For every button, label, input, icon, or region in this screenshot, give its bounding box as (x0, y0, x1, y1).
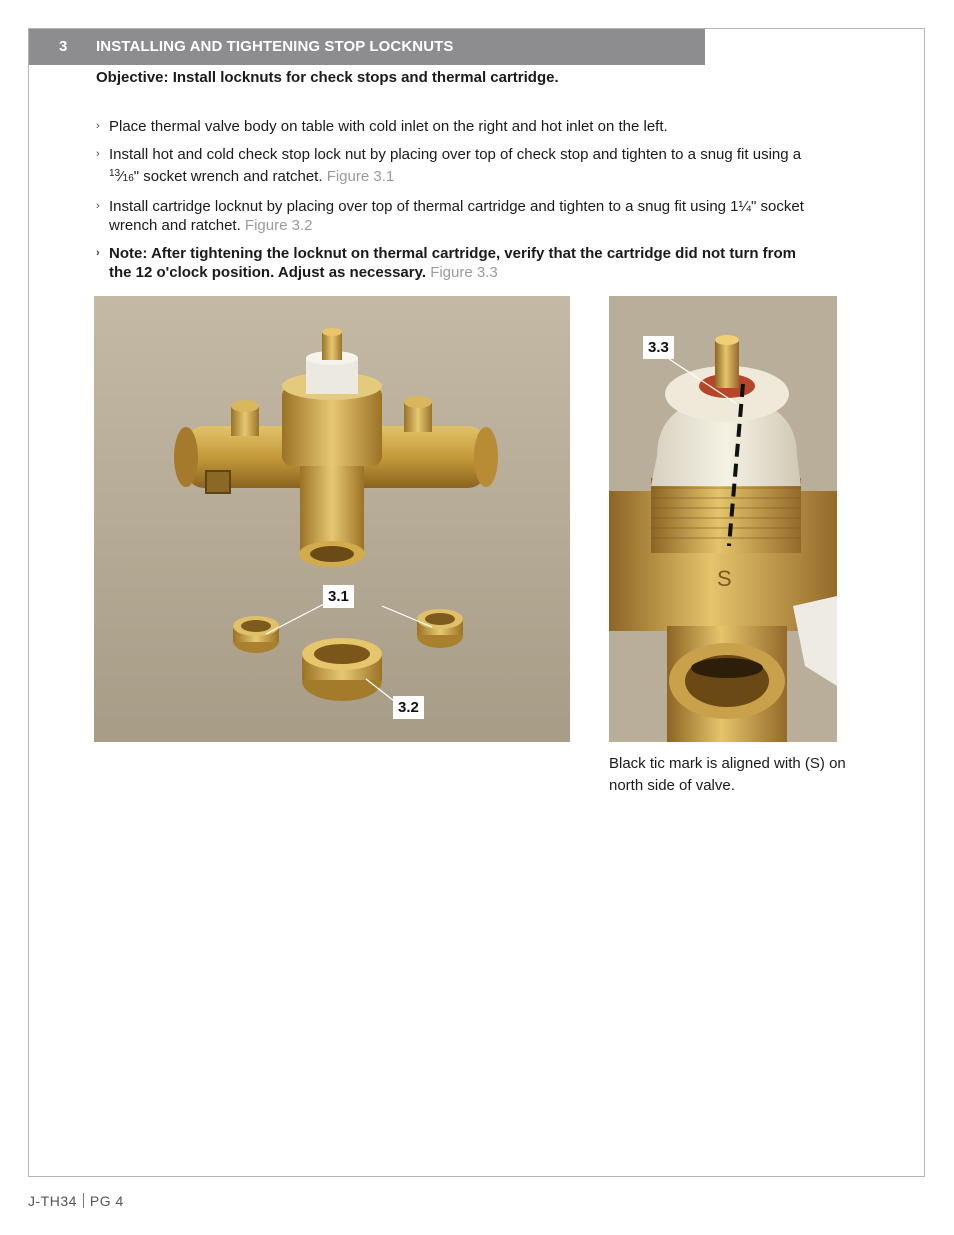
figure-ref: Figure 3.2 (244, 217, 313, 234)
cartridge-alignment-illustration (609, 296, 837, 742)
section-number: 3 (59, 38, 68, 55)
bullet-icon: › (96, 200, 100, 212)
step-note-text: Note: After tightening the locknut on thermal cartridge, verify that the cartridge did not turn from the 12 o'clock position. Adjust as necessary. (109, 245, 796, 281)
step-text-after: " socket wrench and ratchet. (133, 168, 327, 185)
bullet-icon: › (96, 148, 100, 160)
step-item (92, 145, 807, 188)
page-footer (28, 1193, 124, 1209)
section-title: INSTALLING AND TIGHTENING STOP LOCKNUTS (96, 38, 454, 55)
objective-text: Install locknuts for check stops and thermal cartridge. (168, 69, 559, 86)
section-header (29, 29, 705, 65)
step-item (92, 197, 807, 235)
step-item (92, 244, 807, 282)
step-text: Place thermal valve body on table with cold inlet on the right and hot inlet on the left. (109, 118, 668, 135)
step-item (92, 117, 807, 136)
steps-list (92, 117, 807, 291)
bullet-icon: › (96, 247, 100, 259)
page-number: PG 4 (89, 1193, 124, 1209)
callout-3-3: 3.3 (643, 336, 674, 359)
valve-locknuts-illustration (94, 296, 570, 742)
cartridge-alignment-photo (609, 296, 837, 742)
stamp-mark: S (717, 566, 732, 591)
figure-ref: Figure 3.3 (430, 264, 498, 281)
fraction-denominator: 16 (122, 173, 134, 184)
figure-ref: Figure 3.1 (326, 168, 395, 185)
valve-locknuts-photo (94, 296, 570, 742)
callout-3-1: 3.1 (323, 585, 354, 608)
step-text: Install cartridge locknut by placing over top of thermal cartridge and tighten to a snug fit using 1¼" socket wrench and ratchet. (109, 198, 804, 234)
objective-label: Objective: (96, 69, 169, 86)
fraction-numerator: 13 (109, 168, 121, 179)
objective (96, 69, 559, 86)
footer-divider (83, 1193, 84, 1208)
callout-3-2: 3.2 (393, 696, 424, 719)
figure-caption: Black tic mark is aligned with (S) on north side of valve. (609, 755, 846, 794)
fraction-slash: ⁄ (120, 168, 123, 185)
bullet-icon: › (96, 120, 100, 132)
doc-id: J-TH34 (28, 1193, 77, 1209)
step-text: Install hot and cold check stop lock nut by placing over top of check stop and tighten to a snug fit using a (109, 146, 802, 163)
